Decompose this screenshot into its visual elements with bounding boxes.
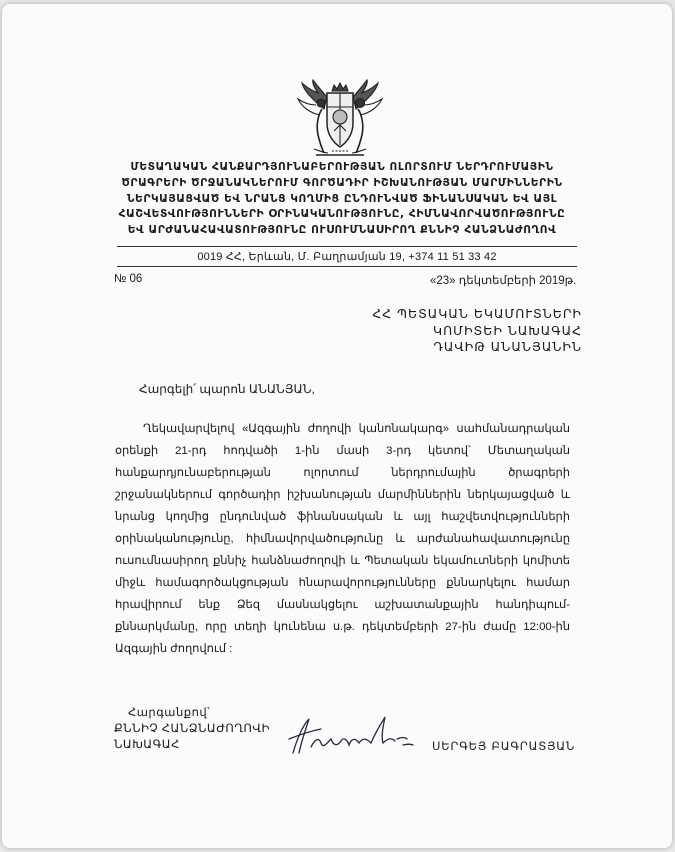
recipient-line: ՀՀ ՊԵՏԱԿԱՆ ԵԿԱՄՈՒՏՆԵՐԻ [372, 306, 582, 321]
coat-of-arms-emblem [294, 79, 386, 159]
organization-name-line: ՆԵՐԿԱՅԱՑՎԱԾ ԵՎ ՆՐԱՆՑ ԿՈՂՄԻՑ ԸՆԴՈՒՆՎԱԾ ՖԻՆԱՆՍԱԿԱՆ ԵՎ ԱՅԼ [126, 192, 558, 205]
letter-page [2, 4, 672, 848]
header-divider [117, 266, 577, 267]
organization-name-line: ՀԱՇՎԵՏՎՈՒԹՅՈՒՆՆԵՐԻ ՕՐԻՆԱԿԱՆՈՒԹՅՈՒՆԸ, ՀԻՄՆԱՎՈՐՎԱԾՈՒԹՅՈՒՆԸ [118, 208, 566, 221]
letter-date: «23» դեկտեմբերի 2019թ. [430, 275, 577, 287]
organization-name [72, 160, 612, 239]
valediction: Հարգանքով՝ [128, 707, 211, 719]
organization-address: 0019 ՀՀ, Երևան, Մ. Բաղրամյան 19, +374 11 51 33 42 [197, 251, 497, 263]
signatory-title-line: ՔՆՆԻՉ ՀԱՆՁՆԱԺՈՂՈՎԻ [114, 723, 271, 735]
header-divider [117, 246, 577, 247]
recipient-line: ԿՈՄԻՏԵԻ ՆԱԽԱԳԱՀ [433, 322, 582, 338]
closing-block [114, 705, 314, 753]
signatory-name: ՍԵՐԳԵՅ ԲԱԳՐԱՏՅԱՆ [432, 739, 576, 753]
recipient-block [332, 306, 582, 356]
reference-number: № 06 [114, 273, 143, 285]
organization-name-line: ԵՎ ԱՐԺԱՆԱՀԱՎԱՏՈՒԹՅՈՒՆԸ ՈՒՍՈՒՄՆԱՍԻՐՈՂ ՔՆՆԻՉ ՀԱՆՁՆԱԺՈՂՈՎ [127, 224, 557, 237]
organization-name-line: ԾՐԱԳՐԵՐԻ ԾՐՋԱՆԱԿՆԵՐՈՒՄ ԳՈՐԾԱԴԻՐ ԻՇԽԱՆՈՒԹՅԱՆ ՄԱՐՄԻՆՆԵՐԻՆ [121, 176, 563, 189]
organization-name-line: ՄԵՏԱՂԱԿԱՆ ՀԱՆՔԱՐԴՅՈՒՆԱԲԵՐՈՒԹՅԱՆ ՈԼՈՐՏՈՒՄ ՆԵՐԴՐՈՒՄԱՅԻՆ [130, 161, 554, 173]
salutation: Հարգելի՛ պարոն ԱՆԱՆՅԱՆ, [139, 382, 315, 396]
handwritten-signature [285, 709, 425, 759]
letter-body: Ղեկավարվելով «Ազգային ժողովի կանոնակարգ» սահմանադրական օրենքի 21-րդ հոդվածի 1-ին մասի 3-րդ կետով՝ Մետաղական հանքարդյունաբերության ոլորտում ներդրումային ծրագրերի շրջանակներում գործադիր իշխանության մարմիններին ներկայացված և նրանց կողմից ընդունված ֆինանսական և այլ հաշվետվությունների օրինականությունը, հիմնավորվածությունը և արժանահավատությունը ուսումնասիրող քննիչ հանձնաժողովի և Պետական եկամուտների կոմիտե միջև համագործակցության հնարավորությունները քննարկելու համար հրավիրում ենք Ձեզ մասնակցելու աշխատանքային հանդիպում-քննարկմանը, որը տեղի կունենա ս.թ. դեկտեմբերի 27-ին ժամը 12:00-ին Ազգային ժողովում : [115, 423, 570, 655]
recipient-line: ԴԱՎԻԹ ԱՆԱՆՅԱՆԻՆ [433, 339, 582, 354]
signatory-title-line: ՆԱԽԱԳԱՀ [114, 739, 180, 751]
